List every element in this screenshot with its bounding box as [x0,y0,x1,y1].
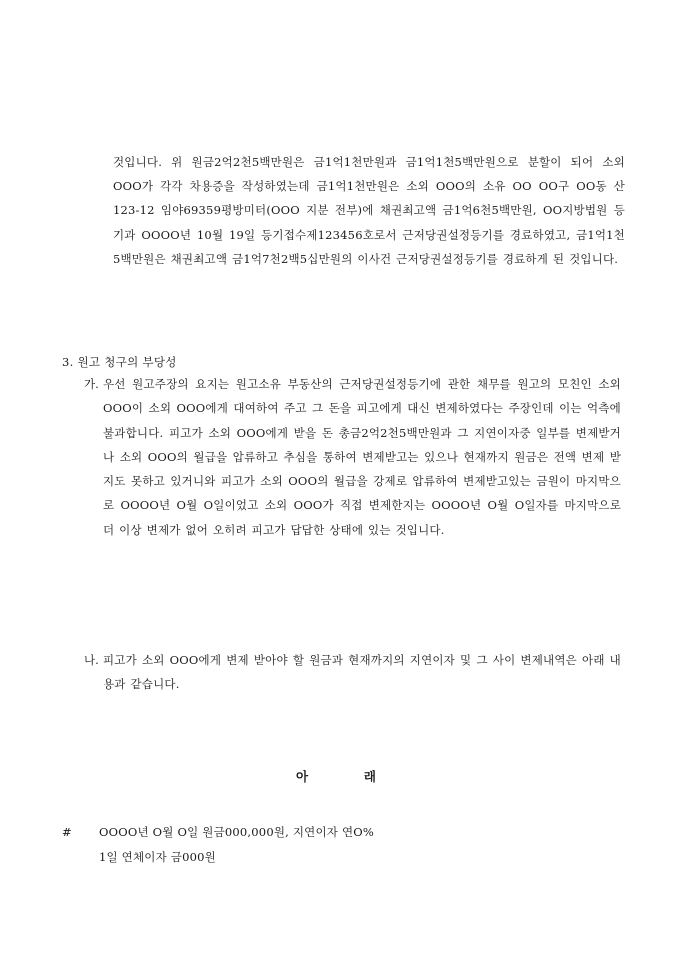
heading-char-right: 래 [363,769,376,784]
section-3-title: 3. 원고 청구의 부당성 [62,355,177,369]
detail-line-2: 1일 연체이자 금000원 [99,850,216,864]
section-heading [296,767,376,785]
item-ga-marker: 가. [84,377,99,391]
item-ga-paragraph: 우선 원고주장의 요지는 원고소유 부동산의 근저당권설정등기에 관한 채무를 원고의 모친인 소외 OOO이 소외 OOO에게 대여하여 주고 그 돈을 피고에게 대신 변제하였다는 주장인데 이는 억측에 불과합니다. 피고가 소외 OOO에게 받을 돈 총금2억2천5백만원과 그 지연이자중 일부를 변제받거나 소외 OOO의 월급을 압류하고 추심을 통하여 변제받고는 있으나 현재까지 원금은 전액 변제 받지도 못하고 있거니와 피고가 소외 OOO의 월급을 강제로 압류하여 변제받고있는 금원이 마지막으로 OOOO년 O월 O일이었고 소외 OOO가 직접 변제한지는 OOOO년 O월 O일자를 마지막으로 더 이상 변제가 없어 오히려 피고가 답답한 상태에 있는 것입니다. [103,377,621,537]
item-na-marker: 나. [84,653,99,667]
heading-char-left: 아 [296,769,309,784]
item-na-paragraph: 피고가 소외 OOO에게 변제 받아야 할 원금과 현재까지의 지연이자 및 그 사이 변제내역은 아래 내용과 같습니다. [103,653,621,692]
intro-paragraph: 것입니다. 위 원금2억2천5백만원은 금1억1천만원과 금1억1천5백만원으로 분할이 되어 소외 OOO가 각각 차용증을 작성하였는데 금1억1천만원은 소외 OOO의 소유 OO OO구 OO동 산123-12 임야69359평방미터(OOO 지분 전부)에 채권최고액 금1억6천5백만원, OO지방법원 등기과 OOOO년 10월 19일 등기접수제123456호로서 근저당권설정등기를 경료하였고, 금1억1천5백만원은 채권최고액 금1억7천2백5십만원의 이사건 근저당권설정등기를 경료하게 된 것입니다. [113,155,625,266]
item-na [84,648,629,708]
item-ga [84,372,629,602]
detail-line-1: OOOO년 O월 O일 원금000,000원, 지연이자 연O% [99,825,375,839]
detail-marker: # [62,825,72,839]
